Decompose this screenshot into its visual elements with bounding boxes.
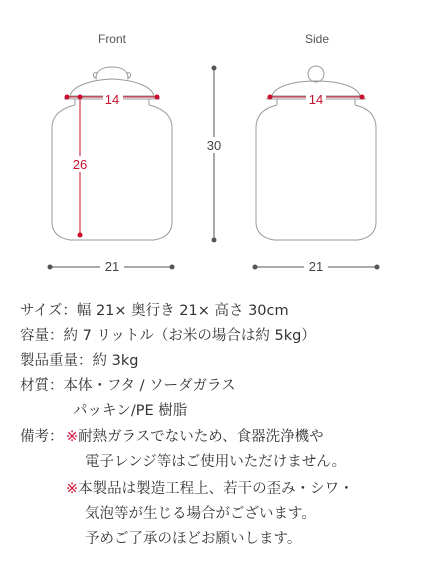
front-base-dimension (48, 258, 175, 274)
front-height-value: 26 (72, 157, 88, 172)
remarks-note-2 (66, 480, 354, 499)
spec-material: 材質：本体・フタ / ソーダガラス (20, 378, 236, 394)
total-height-value: 30 (206, 138, 222, 153)
note-text: 耐熱ガラスでないため、食器洗浄機や (78, 429, 324, 445)
side-width-value: 14 (308, 92, 324, 107)
front-height-dimension (70, 95, 90, 238)
front-base-value: 21 (104, 259, 120, 274)
side-label: Side (304, 32, 330, 46)
front-label: Front (97, 32, 127, 46)
remarks-note-2-line-2: 気泡等が生じる場合がございます。 (85, 506, 316, 522)
spec-capacity: 容量：約 7 リットル（お米の場合は約 5kg） (20, 328, 316, 344)
side-base-value: 21 (308, 259, 324, 274)
spec-material-packing: パッキン/PE 樹脂 (73, 403, 188, 419)
note-text: 本製品は製造工程上、若干の歪み・シワ・ (78, 481, 354, 497)
spec-weight: 製品重量：約 3kg (20, 353, 139, 369)
note-mark: ※ (66, 429, 79, 445)
remarks-note-1-line-2: 電子レンジ等はご使用いただけません。 (85, 454, 347, 470)
remarks-note-2-line-3: 予めご了承のほどお願いします。 (85, 531, 302, 547)
front-width-value: 14 (104, 92, 120, 107)
remarks-note-1 (66, 428, 324, 447)
total-height-dimension (203, 66, 227, 243)
side-base-dimension (253, 258, 380, 274)
spec-remarks-label: 備考： (20, 429, 64, 445)
note-mark: ※ (66, 481, 79, 497)
spec-size: サイズ：幅 21× 奥行き 21× 高さ 30cm (20, 303, 289, 319)
